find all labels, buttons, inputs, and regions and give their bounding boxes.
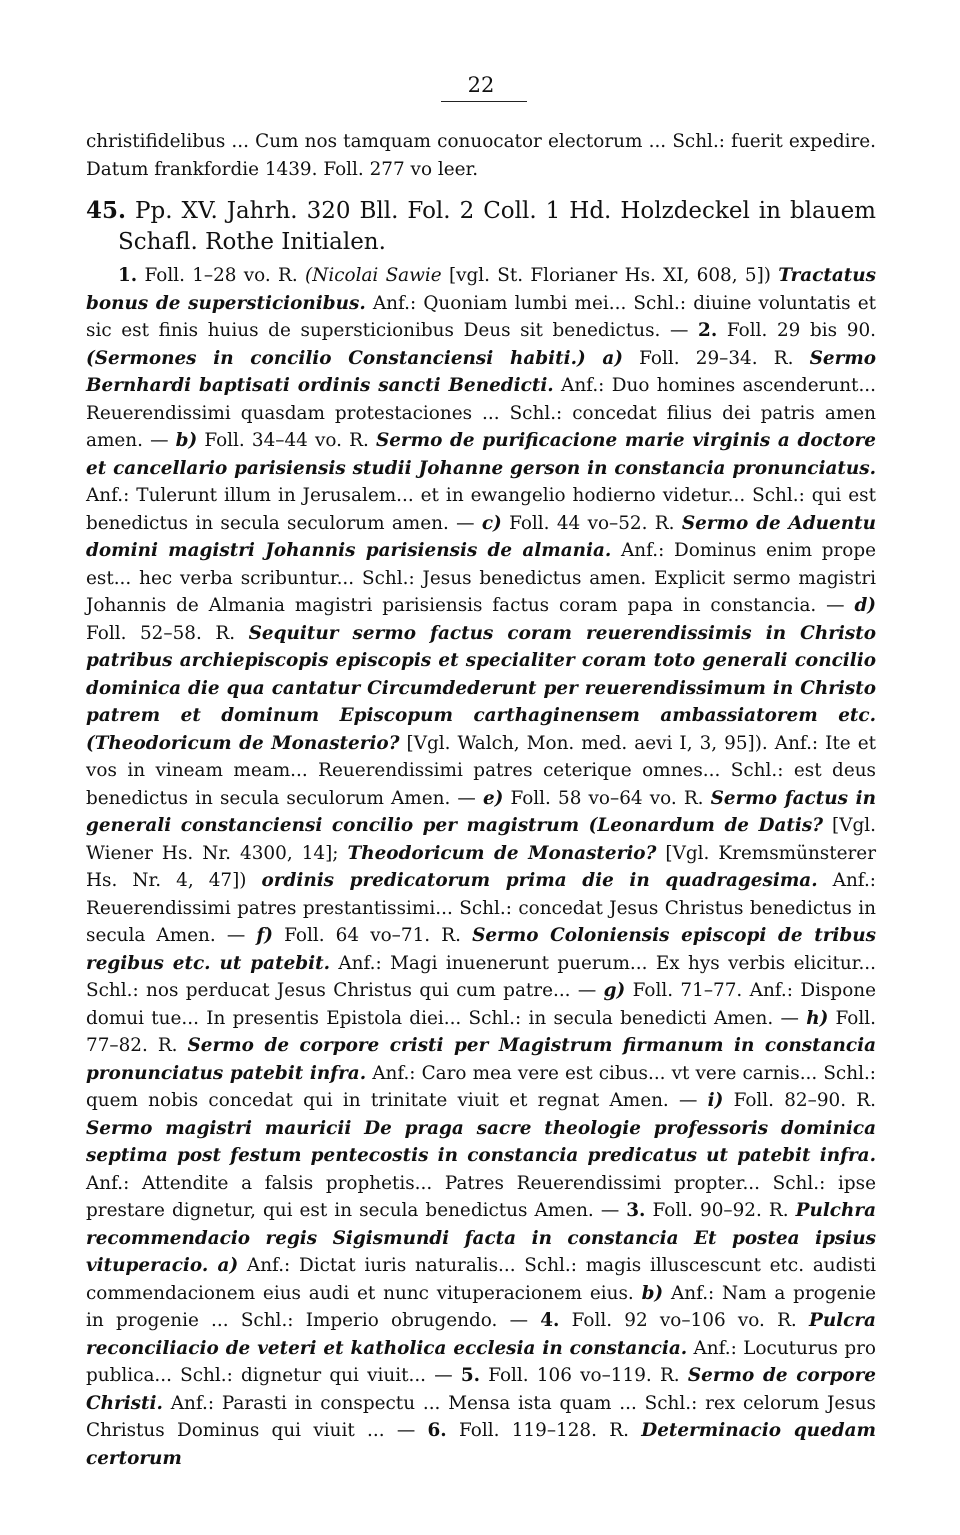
plain-text: Anf.: Dictat iuris naturalis... Schl.: magis illuscescunt etc. audisti commendacionem eius audi et nunc vituperacionem eius.: [86, 1255, 876, 1304]
plain-text: Anf.: Reuerendissimi patres prestantissimi... Schl.: concedat Jesus Christus benedictus in secula Amen. —: [86, 870, 876, 946]
plain-text: Foll. 29–34. R.: [623, 347, 810, 369]
title-text: Theodoricum de Monasterio?: [347, 842, 657, 864]
italic-text: (Nicolai Sawie: [305, 265, 442, 286]
title-text: Sermo de Aduentu domini magistri Johannis parisiensis de almania.: [86, 512, 876, 561]
plain-text: Foll. 44 vo–52. R.: [501, 512, 682, 534]
page-number-rule: [441, 101, 527, 102]
plain-text: Foll. 106 vo–119. R.: [480, 1365, 688, 1386]
plain-text: Foll. 82–90. R.: [723, 1090, 877, 1111]
title-text: f): [256, 925, 273, 946]
title-text: Sequitur sermo factus coram reuerendissimis in Christo patribus archiepiscopis episcopis et specialiter coram toto generali concilio dominica die qua cantatur Circumdederunt per reuerendissimum in Christo patrem et dominum Episcopum carthaginensem ambassiatorem etc. (Theodoricum de Monasterio?: [86, 622, 876, 754]
plain-text: Anf.: Duo homines ascenderunt... Reuerendissimi quasdam protestaciones ... Schl.: concedat filius dei patris amen amen. —: [86, 375, 876, 451]
plain-text: Foll. 58 vo–64 vo. R.: [503, 787, 711, 809]
plain-text: Anf.: Nam a progenie in progenie ... Schl.: Imperio obrugendo. —: [86, 1282, 877, 1331]
plain-text: Foll. 1–28 vo. R.: [137, 265, 306, 286]
plain-text: [Vgl. Walch, Mon. med. aevi I, 3, 95]). Anf.: Ite et vos in vineam meam... Reuerendissimi patres ceterique omnes... Schl.: est deus benedictus in secula seculorum Amen. —: [86, 732, 876, 809]
title-text: g): [603, 980, 626, 1001]
plain-text: Anf.: Dominus enim prope est... hec verba scribuntur... Schl.: Jesus benedictus amen. Explicit sermo magistri Johannis de Almania magistri parisiensis factus coram papa in constancia. —: [86, 540, 876, 616]
plain-text: Foll. 29 bis 90.: [717, 320, 876, 341]
title-text: Pulchra recommendacio regis Sigismundi facta in constancia Et postea ipsius vituperacio. a): [86, 1200, 876, 1276]
plain-text: Anf.: Tulerunt illum in Jerusalem... et in ewangelio hodierno videtur... Schl.: qui est benedictus in secula seculorum amen. —: [86, 485, 876, 534]
title-text: e): [482, 787, 504, 809]
item-number: 3.: [626, 1200, 646, 1221]
plain-text: Foll. 90–92. R.: [645, 1200, 796, 1221]
catalog-page: [86, 0, 876, 1535]
plain-text: Anf.: Locuturus pro publica... Schl.: dignetur qui viuit... —: [86, 1337, 877, 1386]
title-text: Sermo de corpore cristi per Magistrum firmanum in constancia pronunciatus patebit infra.: [86, 1035, 876, 1084]
item-number: 2.: [698, 320, 718, 341]
plain-text: [Vgl. Kremsmünsterer Hs. Nr. 4, 47]): [86, 842, 876, 891]
title-text: b): [175, 430, 198, 451]
item-number: 6.: [427, 1420, 447, 1441]
title-text: ordinis predicatorum prima die in quadragesima.: [261, 870, 818, 891]
plain-text: Anf.: Quoniam lumbi mei... Schl.: diuine voluntatis et sic est finis huius de supersticionibus Deus sit benedictus. —: [86, 292, 876, 341]
title-text: Sermo magistri mauricii De praga sacre theologie professoris dominica septima post festum pentecostis in constancia predicatus ut patebit infra.: [86, 1117, 876, 1166]
entry-contents: [86, 262, 876, 1472]
plain-text: Foll. 119–128. R.: [446, 1420, 642, 1441]
plain-text: Foll. 77–82. R.: [86, 1007, 876, 1056]
title-text: c): [481, 512, 502, 534]
entry-heading: [86, 195, 876, 258]
title-text: (Sermones in concilio Constanciensi habiti.) a): [86, 347, 624, 369]
plain-text: Foll. 71–77. Anf.: Dispone domui tue... In presentis Epistola diei... Schl.: in secula benedicti Amen. —: [86, 980, 876, 1029]
plain-text: Foll. 64 vo–71. R.: [273, 925, 473, 946]
title-text: h): [806, 1007, 829, 1029]
title-text: Pulcra reconciliacio de veteri et katholica ecclesia in constancia.: [86, 1310, 876, 1359]
plain-text: Anf.: Parasti in conspectu ... Mensa ista quam ... Schl.: rex celorum Jesus Christus Dominus qui viuit ... —: [86, 1392, 876, 1441]
plain-text: [Vgl. Wiener Hs. Nr. 4300, 14];: [86, 815, 876, 864]
item-number: 4.: [540, 1310, 560, 1331]
entry-description: Pp. XV. Jahrh. 320 Bll. Fol. 2 Coll. 1 Hd. Holzdeckel in blauem Schafl. Rothe Initialen.: [118, 198, 876, 255]
plain-text: Anf.: Magi inuenerunt puerum... Ex hys verbis elicitur... Schl.: nos perducat Jesus Christus qui cum patre... —: [86, 952, 876, 1001]
entry-number: 45.: [86, 197, 127, 224]
title-text: Sermo Bernhardi baptisati ordinis sancti Benedicti.: [86, 347, 876, 396]
title-text: i): [707, 1090, 724, 1111]
plain-text: Foll. 34–44 vo. R.: [197, 430, 376, 451]
item-number: 5.: [460, 1365, 481, 1386]
title-text: Determinacio quedam certorum: [86, 1420, 876, 1469]
plain-text: Foll. 92 vo–106 vo. R.: [559, 1310, 809, 1331]
title-text: Sermo de corpore Christi.: [86, 1365, 876, 1414]
plain-text: Foll. 52–58. R.: [86, 622, 249, 644]
title-text: Sermo Coloniensis episcopi de tribus regibus etc. ut patebit.: [86, 925, 876, 974]
title-text: Sermo de purificacione marie virginis a doctore et cancellario parisiensis studii Johanne gerson in constancia pronunciatus.: [86, 430, 876, 479]
continuation-paragraph: christifidelibus ... Cum nos tamquam conuocator electorum ... Schl.: fuerit expedire. Datum frankfordie 1439. Foll. 277 vo leer.: [86, 131, 876, 180]
plain-text: Anf.: Attendite a falsis prophetis... Patres Reuerendissimi propter... Schl.: ipse prestare dignetur, qui est in secula benedictus Amen. —: [86, 1172, 876, 1221]
title-text: Sermo factus in generali constanciensi concilio per magistrum (Leonardum de Datis?: [86, 787, 876, 836]
page-body: [86, 128, 876, 1472]
title-text: d): [854, 595, 876, 616]
page-number: 22: [467, 73, 495, 97]
title-text: Tractatus bonus de supersticionibus.: [86, 265, 877, 314]
plain-text: Anf.: Caro mea vere est cibus... vt vere carnis... Schl.: quem nobis concedat qui in trinitate viuit et regnat Amen. —: [86, 1062, 876, 1111]
title-text: b): [641, 1282, 664, 1304]
plain-text: [vgl. St. Florianer Hs. XI, 608, 5]): [441, 265, 779, 286]
item-number: 1.: [118, 265, 138, 286]
